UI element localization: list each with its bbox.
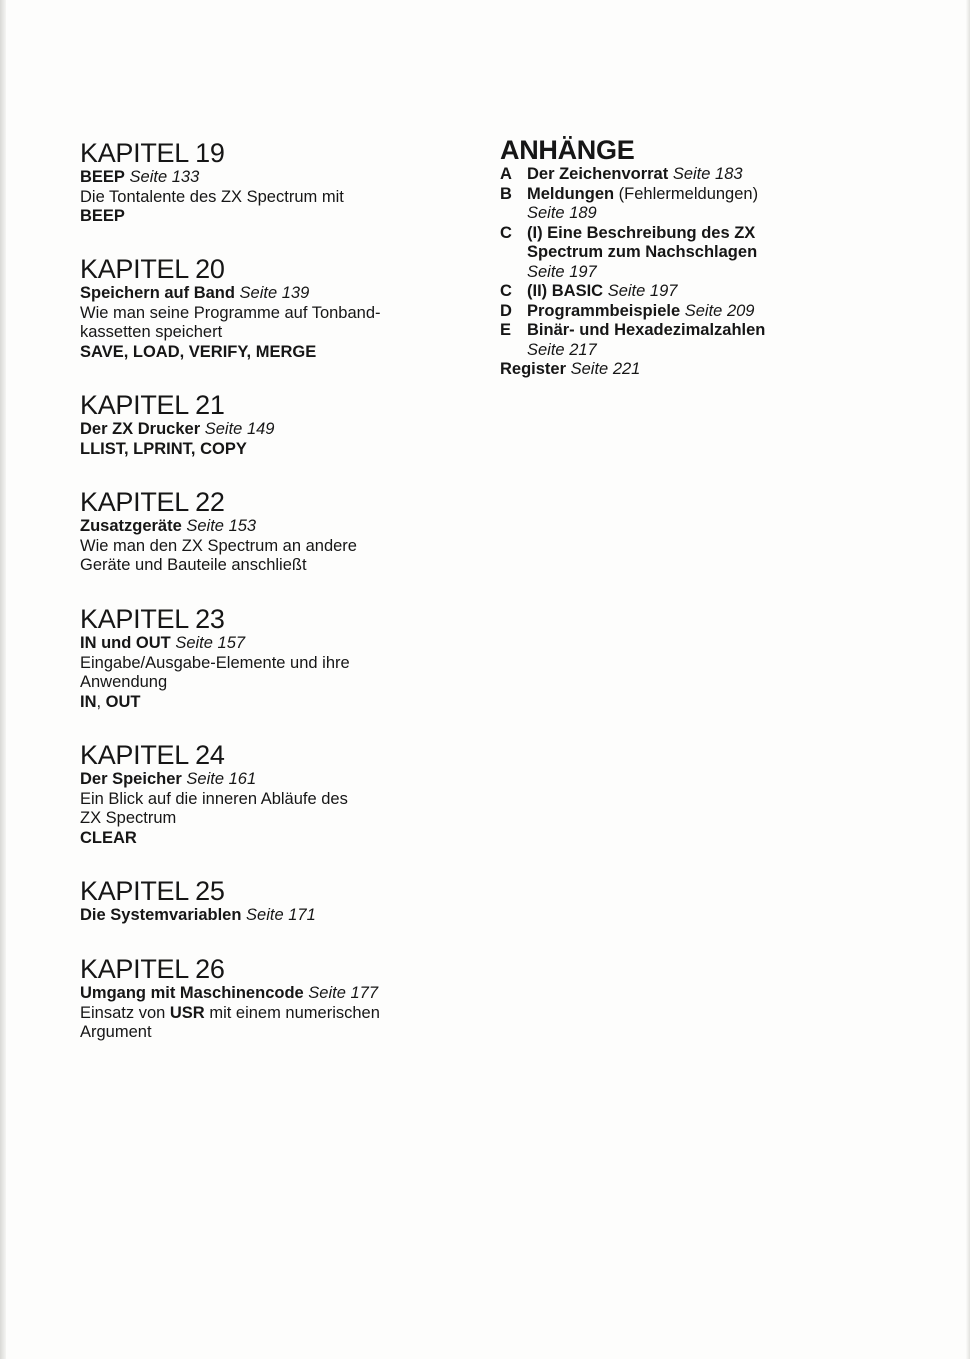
page-number: 217 xyxy=(569,340,597,359)
chapter-22 xyxy=(80,487,480,576)
appendix-body xyxy=(527,185,940,224)
chapter-description: kassetten speichert xyxy=(80,323,223,342)
chapter-23 xyxy=(80,604,480,712)
page-number: 161 xyxy=(228,770,257,788)
chapter-topic-line xyxy=(80,634,480,654)
appendix-title: ANHÄNGE xyxy=(500,135,635,165)
chapter-20 xyxy=(80,254,480,362)
page-prefix: Seite xyxy=(684,301,723,320)
chapter-description: Argument xyxy=(80,1023,152,1042)
appendix-letter: C xyxy=(500,223,512,242)
chapter-description: Die Tontalente des ZX Spectrum mit xyxy=(80,187,344,206)
chapter-topic-line xyxy=(80,770,480,790)
appendix-topic: Der Zeichenvorrat xyxy=(527,165,669,183)
page-number: 197 xyxy=(649,282,678,300)
appendix-body xyxy=(527,224,940,283)
chapter-title: KAPITEL 23 xyxy=(80,604,225,634)
page-edge-left xyxy=(0,0,6,1359)
keyword-in: IN xyxy=(80,692,97,711)
register-topic: Register xyxy=(500,360,567,378)
appendix-item-d xyxy=(500,302,940,322)
chapter-keywords xyxy=(80,693,480,713)
page-prefix: Seite xyxy=(570,360,609,378)
chapter-title: KAPITEL 24 xyxy=(80,740,225,770)
chapter-title: KAPITEL 26 xyxy=(80,954,225,984)
appendix-item-e xyxy=(500,321,940,360)
page-prefix: Seite xyxy=(527,204,565,222)
page-number: 171 xyxy=(288,906,316,924)
page-prefix: Seite xyxy=(246,906,284,924)
chapter-26 xyxy=(80,954,480,1043)
appendix-page-line xyxy=(527,341,940,361)
desc-pre: Einsatz von xyxy=(80,1003,170,1022)
page-number: 221 xyxy=(612,360,641,378)
register-entry xyxy=(500,360,940,380)
page-number: 139 xyxy=(281,284,310,302)
page-prefix: Seite xyxy=(175,634,213,652)
page-number: 177 xyxy=(350,984,379,1002)
page-number: 183 xyxy=(715,165,743,183)
page-prefix: Seite xyxy=(527,262,565,281)
chapter-topic-line xyxy=(80,420,480,440)
chapter-topic-line xyxy=(80,517,480,537)
chapter-description: Ein Blick auf die inneren Abläufe des xyxy=(80,789,348,808)
chapter-keywords: CLEAR xyxy=(80,828,137,847)
chapter-25 xyxy=(80,876,480,926)
page-number: 209 xyxy=(726,301,755,320)
appendix-topic-line2: Spectrum zum Nachschlagen xyxy=(527,243,758,261)
appendix-letter: E xyxy=(500,321,512,339)
chapter-topic: Umgang mit Maschinencode xyxy=(80,984,304,1002)
page-prefix: Seite xyxy=(186,770,224,788)
page-edge-right xyxy=(966,0,970,1359)
chapter-description xyxy=(80,1004,480,1024)
appendix-body xyxy=(527,165,940,185)
chapter-title: KAPITEL 19 xyxy=(80,138,225,168)
chapter-topic: Speichern auf Band xyxy=(80,284,235,302)
appendix-topic: Programmbeispiele xyxy=(527,301,681,320)
chapter-topic-line xyxy=(80,984,480,1004)
appendix-extra: (Fehlermeldungen) xyxy=(614,184,759,203)
chapter-topic: Die Systemvariablen xyxy=(80,906,242,924)
page-prefix: Seite xyxy=(607,282,646,300)
appendix-body xyxy=(527,282,940,302)
appendix-letter: A xyxy=(500,165,512,183)
appendix-letter: D xyxy=(500,301,512,320)
appendix-body xyxy=(527,321,940,360)
page-prefix: Seite xyxy=(308,984,346,1002)
appendix-body xyxy=(527,302,940,322)
chapter-description: Geräte und Bauteile anschließt xyxy=(80,556,307,575)
page-number: 157 xyxy=(217,634,246,652)
chapter-topic: Der ZX Drucker xyxy=(80,420,201,438)
appendix-page-line xyxy=(527,263,940,283)
chapter-24 xyxy=(80,740,480,848)
page-prefix: Seite xyxy=(186,517,224,535)
page-number: 189 xyxy=(569,204,597,222)
page-number: 197 xyxy=(569,262,597,281)
keyword-out: OUT xyxy=(105,692,141,711)
chapter-topic: Zusatzgeräte xyxy=(80,517,182,535)
keyword-usr: USR xyxy=(169,1003,205,1022)
appendix-letter: C xyxy=(500,282,512,300)
chapter-topic-line xyxy=(80,284,480,304)
appendix-item-a xyxy=(500,165,940,185)
chapter-21 xyxy=(80,390,480,459)
chapter-description: Wie man seine Programme auf Tonband- xyxy=(80,303,381,322)
appendix-item-b xyxy=(500,185,940,224)
chapter-title: KAPITEL 22 xyxy=(80,487,225,517)
appendix-topic: (I) Eine Beschreibung des ZX xyxy=(527,223,756,242)
chapter-keywords: LLIST, LPRINT, COPY xyxy=(80,439,247,458)
chapter-title: KAPITEL 21 xyxy=(80,390,225,420)
page-number: 133 xyxy=(171,168,200,186)
chapter-description: Eingabe/Ausgabe-Elemente und ihre xyxy=(80,653,350,672)
chapter-keywords: BEEP xyxy=(80,207,125,226)
chapter-topic: Der Speicher xyxy=(80,770,182,788)
page-number: 149 xyxy=(246,420,275,438)
page-prefix: Seite xyxy=(239,284,278,302)
chapter-19 xyxy=(80,138,480,227)
chapter-topic-line xyxy=(80,168,480,188)
chapter-title: KAPITEL 20 xyxy=(80,254,225,284)
appendix-topic: Binär- und Hexadezimalzahlen xyxy=(527,321,766,339)
chapter-title: KAPITEL 25 xyxy=(80,876,225,906)
page-prefix: Seite xyxy=(129,168,168,186)
appendix-letter: B xyxy=(500,184,512,203)
keyword-separator: , xyxy=(96,692,106,711)
desc-post: mit einem numerischen xyxy=(204,1003,380,1022)
appendix-item-c1 xyxy=(500,224,940,283)
chapter-topic: BEEP xyxy=(80,168,125,186)
chapter-description: ZX Spectrum xyxy=(80,809,177,828)
chapter-description: Anwendung xyxy=(80,673,168,692)
page-prefix: Seite xyxy=(672,165,711,183)
appendix-column xyxy=(500,135,940,380)
page-prefix: Seite xyxy=(527,340,565,359)
page-number: 153 xyxy=(228,517,257,535)
appendix-topic: Meldungen xyxy=(527,184,615,203)
appendix-topic: (II) BASIC xyxy=(527,282,604,300)
chapter-description: Wie man den ZX Spectrum an andere xyxy=(80,536,357,555)
appendix-page-line xyxy=(527,204,940,224)
chapter-topic-line xyxy=(80,906,480,926)
page-prefix: Seite xyxy=(204,420,243,438)
chapter-keywords: SAVE, LOAD, VERIFY, MERGE xyxy=(80,342,317,361)
appendix-item-c2 xyxy=(500,282,940,302)
chapter-topic: IN und OUT xyxy=(80,634,171,652)
